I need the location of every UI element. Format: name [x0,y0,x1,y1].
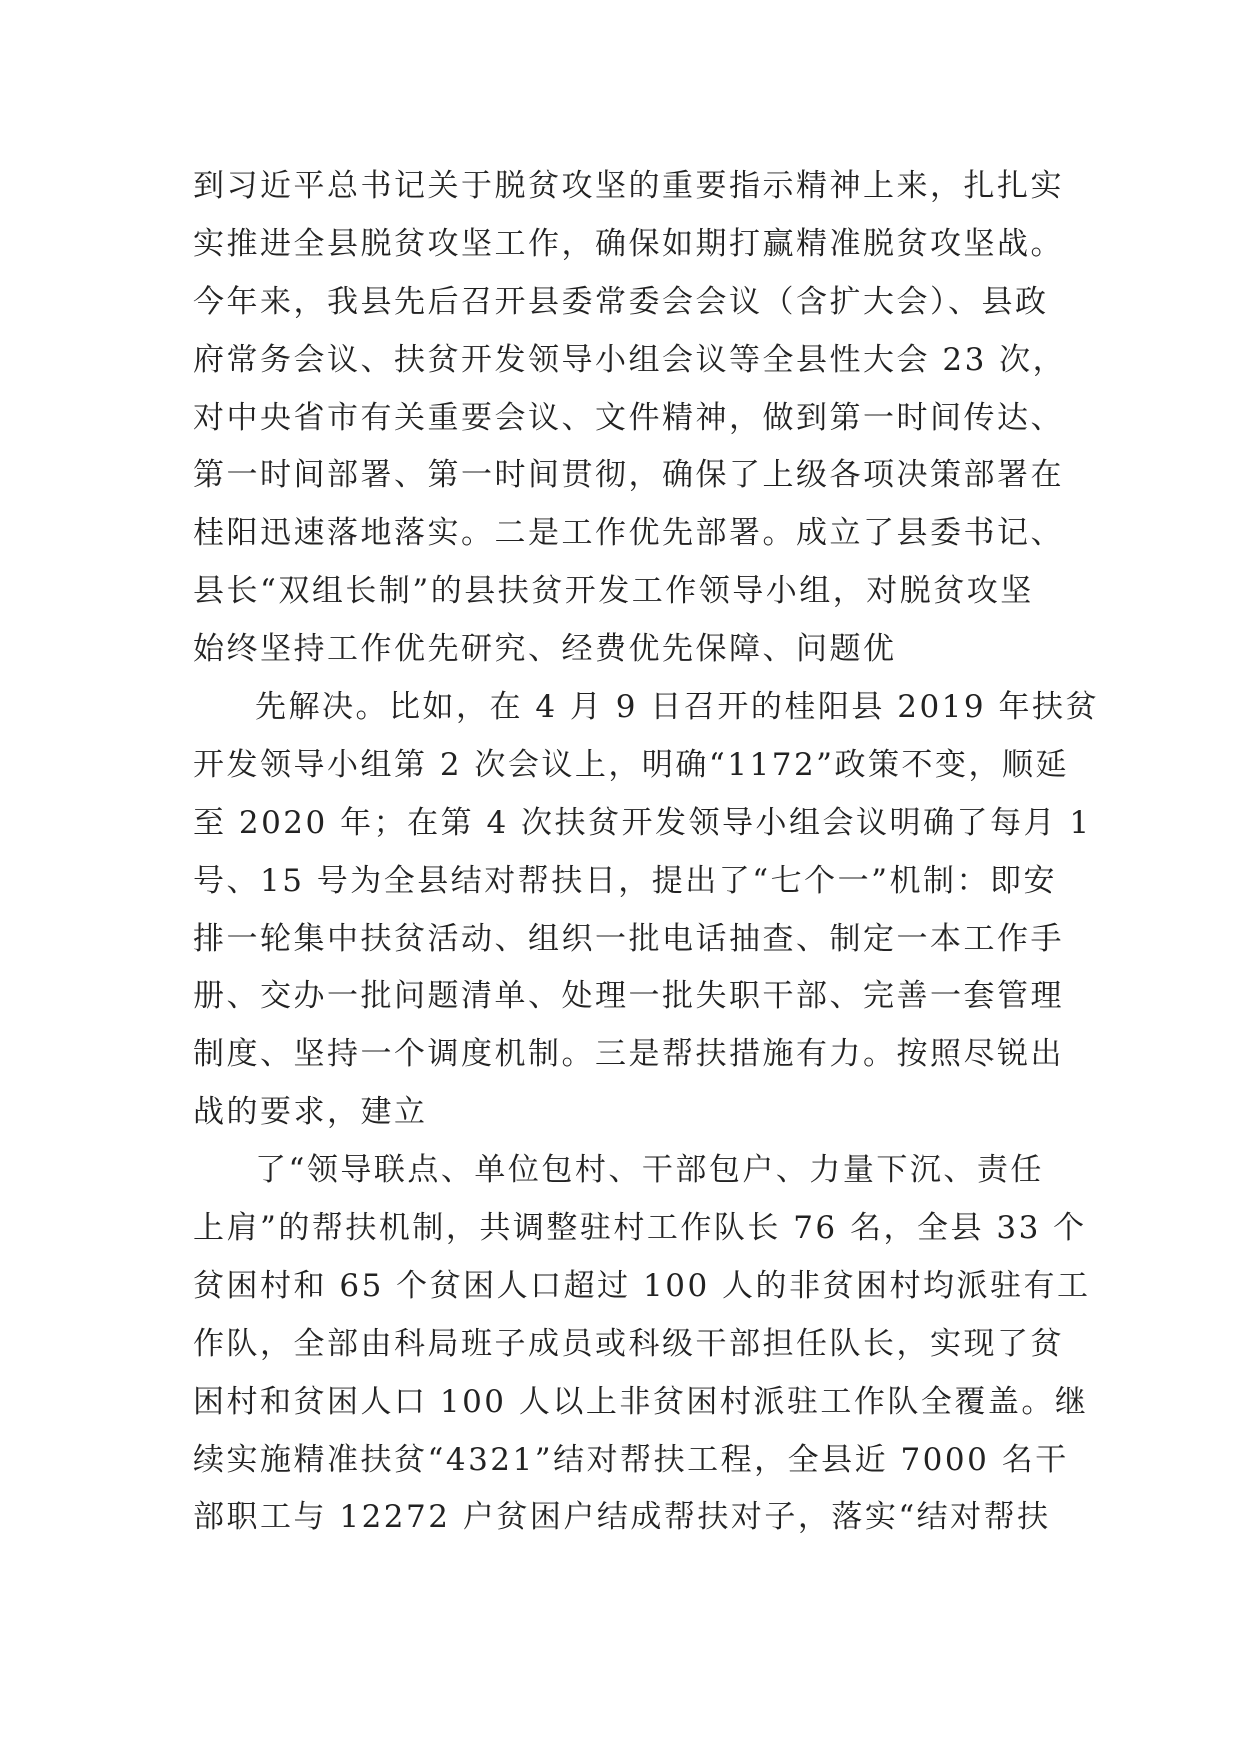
text-line: 部职工与 12272 户贫困户结成帮扶对子，落实“结对帮扶 [193,1499,1051,1536]
text-line: 困村和贫困人口 100 人以上非贫困村派驻工作队全覆盖。继 [193,1383,1089,1420]
paragraph-start-line: 了“领导联点、单位包村、干部包户、力量下沉、责任 [255,1152,1044,1189]
text-line: 号、15 号为全县结对帮扶日，提出了“七个一”机制：即安 [193,862,1057,899]
text-line: 今年来，我县先后召开县委常委会会议（含扩大会）、县政 [193,283,1049,320]
text-line: 贫困村和 65 个贫困人口超过 100 人的非贫困村均派驻有工 [193,1267,1091,1304]
text-line: 册、交办一批问题清单、处理一批失职干部、完善一套管理 [193,978,1064,1015]
text-line: 到习近平总书记关于脱贫攻坚的重要指示精神上来，扎扎实 [193,168,1064,204]
text-line: 府常务会议、扶贫开发领导小组会议等全县性大会 23 次， [193,341,1067,378]
text-line: 第一时间部署、第一时间贯彻，确保了上级各项决策部署在 [193,457,1064,494]
text-line: 排一轮集中扶贫活动、组织一批电话抽查、制定一本工作手 [193,920,1064,957]
text-line: 桂阳迅速落地落实。二是工作优先部署。成立了县委书记、 [193,515,1064,552]
text-line: 上肩”的帮扶机制，共调整驻村工作队长 76 名，全县 33 个 [193,1210,1087,1247]
text-line: 续实施精准扶贫“4321”结对帮扶工程，全县近 7000 名干 [193,1441,1069,1478]
text-line: 始终坚持工作优先研究、经费优先保障、问题优 [193,631,897,668]
text-line: 至 2020 年；在第 4 次扶贫开发领导小组会议明确了每月 1 [193,804,1092,841]
paragraph-start-line: 先解决。比如，在 4 月 9 日召开的桂阳县 2019 年扶贫 [255,689,1099,726]
text-line: 县长“双组长制”的县扶贫开发工作领导小组，对脱贫攻坚 [193,573,1034,610]
text-line: 作队，全部由科局班子成员或科级干部担任队长，实现了贫 [193,1325,1064,1362]
text-line: 开发领导小组第 2 次会议上，明确“1172”政策不变，顺延 [193,746,1070,783]
document-body [193,158,1099,1547]
text-line: 制度、坚持一个调度机制。三是帮扶措施有力。按照尽锐出 [193,1036,1064,1073]
text-line: 战的要求，建立 [193,1094,428,1131]
text-line: 对中央省市有关重要会议、文件精神，做到第一时间传达、 [193,399,1064,436]
text-line: 实推进全县脱贫攻坚工作，确保如期打赢精准脱贫攻坚战。 [193,225,1064,262]
